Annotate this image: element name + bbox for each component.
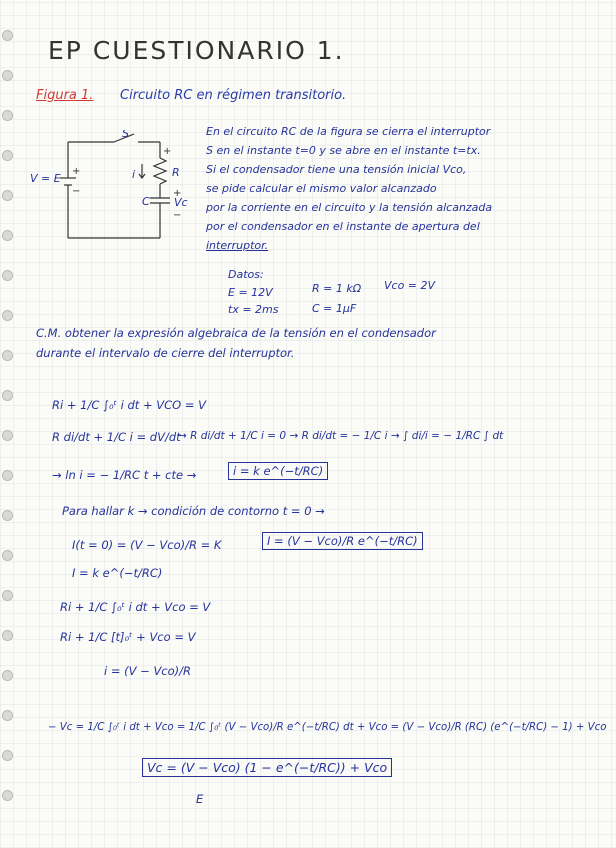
equation-separation: → R di/dt + 1/C i = 0 → R di/dt = − 1/C i → ∫ di/i = − 1/RC ∫ dt — [178, 430, 504, 442]
binding-hole — [2, 30, 13, 41]
source-minus-sign: − — [72, 186, 81, 197]
statement-line: S en el instante t=0 y se abre en el instante t=tx. — [206, 144, 481, 157]
binding-hole — [2, 230, 13, 241]
capacitor-plus-sign: + — [173, 188, 182, 199]
statement-line: por el condensador en el instante de apertura del — [206, 220, 480, 233]
binding-hole — [2, 350, 13, 361]
resistor-label: R — [172, 166, 180, 179]
binding-hole — [2, 190, 13, 201]
binding-hole — [2, 70, 13, 81]
data-heading: Datos: — [228, 268, 264, 281]
boxed-capacitor-voltage: Vc = (V − Vco) (1 − e^(−t/RC)) + Vco — [142, 758, 392, 777]
data-vco: Vco = 2V — [384, 279, 436, 292]
equation-integrated: Ri + 1/C [t]₀ᵗ + Vco = V — [60, 630, 196, 644]
equation-initial-current: I(t = 0) = (V − Vco)/R = K — [72, 538, 222, 552]
page-title: EP CUESTIONARIO 1. — [48, 36, 345, 65]
statement-line: interruptor. — [206, 239, 269, 252]
binding-hole — [2, 790, 13, 801]
capacitor-minus-sign: − — [173, 210, 182, 221]
source-plus-sign: + — [72, 166, 81, 177]
boxed-general-current: i = k e^(−t/RC) — [228, 462, 328, 480]
figure-caption: Circuito RC en régimen transitorio. — [120, 88, 347, 103]
equation-kvl: Ri + 1/C ∫₀ᵗ i dt + VCO = V — [52, 398, 207, 412]
binding-hole — [2, 550, 13, 561]
data-r: R = 1 kΩ — [312, 282, 362, 295]
source-label: V = E — [30, 172, 61, 185]
resistor-plus-sign: + — [163, 146, 172, 157]
vc-label: Vc — [174, 196, 188, 209]
equation-kvl-repeat: Ri + 1/C ∫₀ᵗ i dt + Vco = V — [60, 600, 211, 614]
boxed-current-solution: I = (V − Vco)/R e^(−t/RC) — [262, 532, 423, 550]
current-label: i — [132, 168, 136, 181]
switch-label: S — [122, 130, 129, 140]
binding-hole — [2, 270, 13, 281]
binding-hole — [2, 590, 13, 601]
figure-label: Figura 1. — [36, 88, 94, 103]
binding-hole — [2, 390, 13, 401]
binding-hole — [2, 110, 13, 121]
binding-hole — [2, 310, 13, 321]
data-e: E = 12V — [228, 286, 273, 299]
statement-line: por la corriente en el circuito y la tensión alcanzada — [206, 201, 493, 214]
binding-hole — [2, 510, 13, 521]
statement-line: Si el condensador tiene una tensión inicial Vco, — [206, 163, 467, 176]
problem-statement — [206, 122, 576, 255]
binding-hole — [2, 150, 13, 161]
data-c: C = 1μF — [312, 302, 357, 315]
equation-boundary-note: Para hallar k → condición de contorno t = 0 → — [62, 504, 325, 518]
statement-line: se pide calcular el mismo valor alcanzado — [206, 182, 437, 195]
equation-capacitor-integral: − Vc = 1/C ∫₀ᵗ i dt + Vco = 1/C ∫₀ᵗ (V − Vco)/R e^(−t/RC) dt + Vco = (V − Vco)/R (RC) (e^(−t/RC) − 1) + Vco — [48, 722, 607, 733]
equation-derivative: R di/dt + 1/C i = dV/dt — [52, 430, 181, 444]
equation-current-value: i = (V − Vco)/R — [104, 664, 192, 678]
binding-hole — [2, 750, 13, 761]
statement-line: En el circuito RC de la figura se cierra el interruptor — [206, 125, 491, 138]
equation-current-form: I = k e^(−t/RC) — [72, 566, 163, 580]
question-line: C.M. obtener la expresión algebraica de la tensión en el condensador — [36, 326, 436, 340]
binding-hole — [2, 470, 13, 481]
binding-hole — [2, 630, 13, 641]
rc-circuit-diagram — [30, 130, 200, 250]
spiral-binding — [0, 0, 16, 848]
binding-hole — [2, 430, 13, 441]
question-line: durante el intervalo de cierre del interruptor. — [36, 346, 295, 360]
equation-source-symbol: E — [196, 792, 204, 806]
binding-hole — [2, 710, 13, 721]
binding-hole — [2, 670, 13, 681]
capacitor-label: C — [142, 195, 150, 208]
equation-log: → ln i = − 1/RC t + cte → — [52, 468, 197, 482]
data-tx: tx = 2ms — [228, 303, 279, 316]
